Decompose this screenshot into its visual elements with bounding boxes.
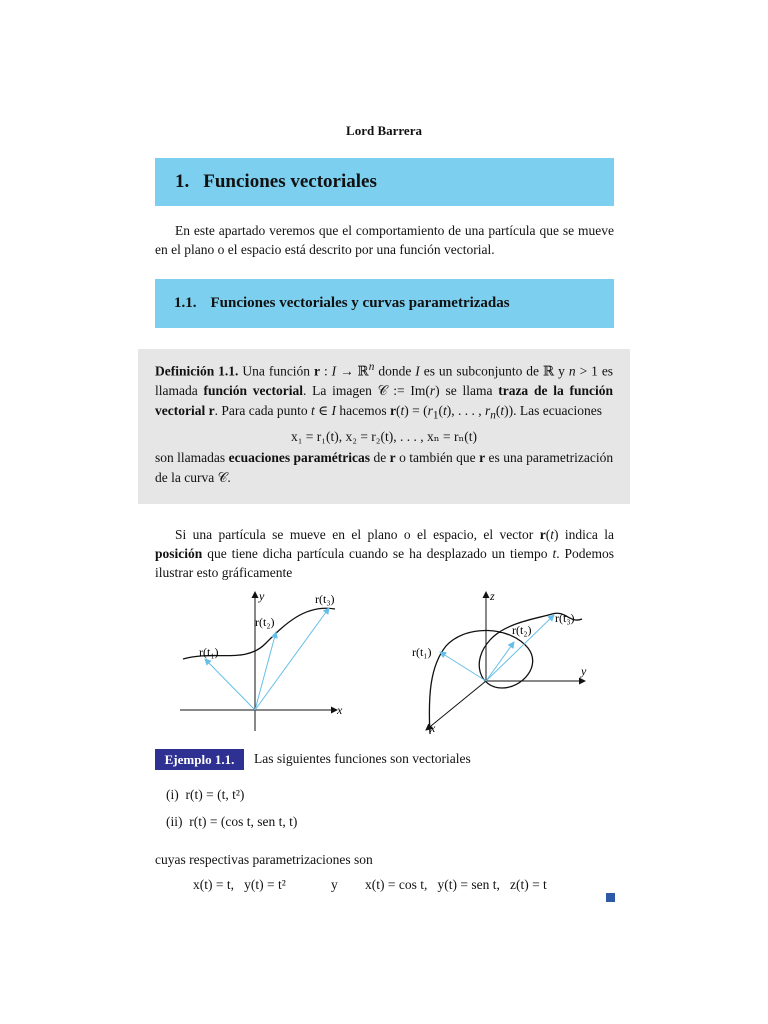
example-item-1 — [166, 787, 244, 803]
author-header: Lord Barrera — [346, 123, 422, 138]
section-title: Funciones vectoriales — [203, 171, 377, 192]
def-text: hacemos — [339, 402, 387, 418]
subsection-heading — [155, 279, 614, 328]
def-bold: traza de la función vectorial — [155, 383, 613, 418]
vector-3d-r-t2 — [486, 642, 514, 681]
item-formula: r(t) = (cos t, sen t, t) — [189, 814, 298, 829]
helix-curve — [429, 613, 582, 734]
def-bold: función vectorial — [203, 383, 304, 398]
p2-text: que tiene dicha partícula cuando se ha desplazado un tiempo — [207, 546, 548, 561]
example-label: Ejemplo 1.1. — [155, 749, 244, 770]
def-text: . Para cada punto — [214, 402, 308, 418]
definition-label: Definición 1.1. — [155, 363, 239, 379]
position-paragraph: Si una partícula se mueve en el plano o el espacio, el vector r(t) indica la posición que tiene dicha partícula cuando se ha desplazado un tiempo t. Podemos ilustrar esto gráficamente — [155, 527, 615, 580]
definition-equation: x₁ = r₁(t), x₂ = r₂(t), . . . , xₙ = rₙ(t) — [290, 428, 478, 444]
def-text: son llamadas — [155, 450, 226, 466]
p2-bold: posición — [155, 546, 203, 561]
item-formula: r(t) = (t, t²) — [185, 787, 245, 802]
def-text: donde — [378, 363, 412, 379]
y-axis-label: y — [259, 589, 265, 603]
label-3d-r-t2: r(t₂) — [512, 623, 532, 637]
label-3d-r-t1: r(t₁) — [412, 645, 432, 659]
p2-text: indica la — [564, 527, 615, 542]
p2-text: Si una partícula se mueve en el plano o el espacio, el vector — [175, 527, 534, 542]
parametrization-1: x(t) = t, y(t) = t² — [193, 877, 286, 892]
def-text: es un subconjunto de — [423, 363, 540, 379]
def-text: se llama — [445, 383, 493, 398]
parametrization-conjunction: y — [331, 877, 338, 892]
param-intro: cuyas respectivas parametrizaciones son — [155, 852, 373, 867]
y-axis-3d-label: y — [581, 664, 587, 678]
definition-text-2: son llamadas ecuaciones paramétricas de r o también que r es una parametrización de la curva 𝒞. — [155, 450, 614, 485]
def-text: es llamada — [155, 363, 614, 398]
label-r-t2: r(t₂) — [255, 615, 275, 629]
item-marker: (ii) — [166, 814, 183, 829]
section-heading — [155, 158, 614, 206]
vector-r-t1 — [205, 659, 255, 710]
subsection-number: 1.1. — [174, 295, 197, 311]
example-item-2 — [166, 814, 297, 830]
item-marker: (i) — [166, 787, 179, 802]
def-bold: ecuaciones paramétricas — [228, 450, 370, 466]
definition-text: Definición 1.1. Una función r : I → ℝ$^n$ donde I es un subconjunto de ℝ y n > 1 es llamada función vectorial. La imagen 𝒞 := Im(r) se llama traza de la función vectorial r. Para cada punto t ∈ I hacemos $r(t) = (r_1(t)$, . . . , $r_n(t)$). Las ecuaciones — [155, 361, 614, 422]
example-text: Las siguientes funciones son vectoriales — [254, 751, 471, 766]
def-text: . Las ecuaciones — [513, 402, 602, 418]
page-end-marker — [606, 893, 615, 902]
x-axis-label: x — [337, 703, 343, 717]
def-text: . La imagen — [303, 383, 372, 398]
parametrization-2: x(t) = cos t, y(t) = sen t, z(t) = t — [365, 877, 547, 892]
p2-text: . Podemos ilustrar esto gráficamente — [155, 546, 615, 580]
def-text: es una parametrización de la curva — [155, 450, 614, 485]
definition-box — [138, 349, 630, 504]
section-number: 1. — [175, 171, 190, 192]
def-text: de — [373, 450, 387, 466]
intro-paragraph: En este apartado veremos que el comportamiento de una partícula que se mueve en el plano o el espacio está descrito por una función vectorial. — [155, 223, 614, 257]
figure-3d-curve — [410, 586, 595, 741]
x-axis-3d-label: x — [430, 721, 436, 735]
z-axis-label: z — [490, 589, 495, 603]
figure-2d-curve — [175, 586, 355, 736]
label-r-t3: r(t₃) — [315, 592, 335, 606]
def-text: Una función — [242, 363, 311, 379]
def-text: y — [558, 363, 565, 379]
def-text: o también que — [399, 450, 476, 466]
label-3d-r-t3: r(t₃) — [555, 611, 575, 625]
subsection-title: Funciones vectoriales y curvas parametrizadas — [210, 295, 510, 311]
label-r-t1: r(t₁) — [199, 645, 219, 659]
